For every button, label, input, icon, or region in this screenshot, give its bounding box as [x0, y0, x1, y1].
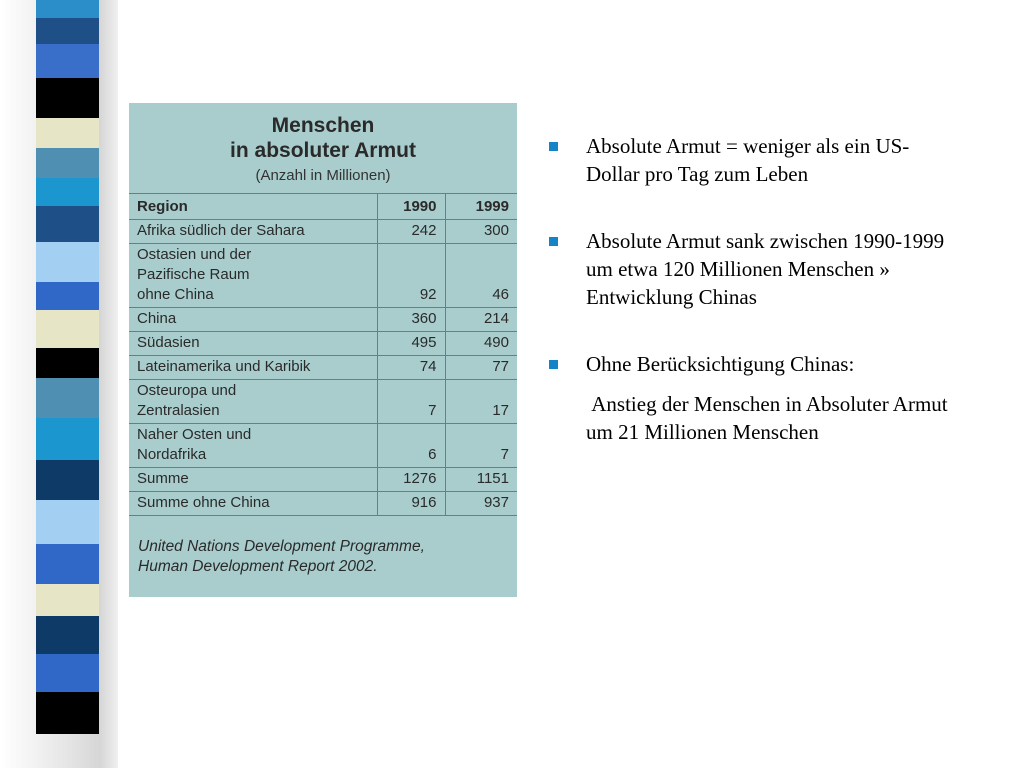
value-1999-cell: 214: [445, 308, 517, 332]
table-row: [129, 468, 517, 492]
bullet-text: Ohne Berücksichtigung Chinas:: [586, 352, 855, 376]
stripe-segment: [36, 692, 99, 734]
region-cell: China: [129, 308, 377, 332]
stripe-segment: [36, 242, 99, 282]
region-cell: Summe: [129, 468, 377, 492]
color-stripe-column: [36, 0, 99, 768]
stripe-segment: [36, 418, 99, 460]
table-row: [129, 332, 517, 356]
panel-title: [129, 113, 517, 163]
bullet-item-2: [548, 227, 958, 311]
table-row: [129, 244, 517, 308]
stripe-segment: [36, 584, 99, 616]
stripe-segment: [36, 654, 99, 692]
stripe-segment: [36, 44, 99, 78]
square-bullet-icon: [549, 142, 558, 151]
bullet-text: Absolute Armut = weniger als ein US-Dollar pro Tag zum Leben: [586, 134, 910, 186]
source-line-1: United Nations Development Programme,: [138, 538, 425, 555]
region-cell: Naher Osten und Nordafrika: [129, 424, 377, 468]
region-cell: Afrika südlich der Sahara: [129, 220, 377, 244]
square-bullet-icon: [549, 360, 558, 369]
value-1999-cell: 77: [445, 356, 517, 380]
panel-source-note: [138, 537, 513, 577]
region-cell: Südasien: [129, 332, 377, 356]
table-row: [129, 220, 517, 244]
bullet-subtext: Anstieg der Menschen in Absoluter Armut um 21 Millionen Menschen: [586, 392, 953, 444]
table-row: [129, 380, 517, 424]
value-1990-cell: 360: [377, 308, 445, 332]
bullet-text: Absolute Armut sank zwischen 1990-1999 um etwa 120 Millionen Menschen » Entwicklung Chinas: [586, 229, 945, 309]
value-1999-cell: 490: [445, 332, 517, 356]
stripe-segment: [36, 118, 99, 148]
table-row: [129, 356, 517, 380]
source-line-2: Human Development Report 2002.: [138, 558, 378, 575]
panel-title-line-1: Menschen: [271, 114, 375, 137]
value-1990-cell: 6: [377, 424, 445, 468]
decorative-stripe-band: [0, 0, 118, 768]
value-1990-cell: 74: [377, 356, 445, 380]
value-1990-cell: 92: [377, 244, 445, 308]
stripe-segment: [36, 310, 99, 348]
stripe-segment: [36, 148, 99, 178]
bullet-item-1: [548, 132, 958, 188]
value-1999-cell: 1151: [445, 468, 517, 492]
value-1990-cell: 242: [377, 220, 445, 244]
region-cell: Summe ohne China: [129, 492, 377, 516]
stripe-segment: [36, 348, 99, 378]
region-cell: Ostasien und der Pazifische Raum ohne China: [129, 244, 377, 308]
table-row: [129, 424, 517, 468]
value-1990-cell: 916: [377, 492, 445, 516]
stripe-segment: [36, 0, 99, 18]
table-row: [129, 492, 517, 516]
column-header-1999: 1999: [445, 194, 517, 220]
table-header-row: [129, 194, 517, 220]
value-1990-cell: 1276: [377, 468, 445, 492]
column-header-1990: 1990: [377, 194, 445, 220]
value-1999-cell: 300: [445, 220, 517, 244]
stripe-segment: [36, 616, 99, 654]
stripe-segment: [36, 206, 99, 242]
stripe-segment: [36, 544, 99, 584]
value-1990-cell: 7: [377, 380, 445, 424]
bullet-item-3: [548, 350, 958, 446]
value-1999-cell: 7: [445, 424, 517, 468]
column-header-region: Region: [129, 194, 377, 220]
stripe-segment: [36, 282, 99, 310]
bullet-list: [548, 132, 958, 446]
value-1999-cell: 46: [445, 244, 517, 308]
stripe-segment: [36, 78, 99, 118]
square-bullet-icon: [549, 237, 558, 246]
panel-title-line-2: in absoluter Armut: [230, 139, 416, 162]
region-cell: Lateinamerika und Karibik: [129, 356, 377, 380]
stripe-segment: [36, 178, 99, 206]
stripe-segment: [36, 378, 99, 418]
stripe-segment: [36, 460, 99, 500]
table-row: [129, 308, 517, 332]
poverty-table-image: [129, 103, 517, 597]
value-1999-cell: 17: [445, 380, 517, 424]
stripe-segment: [36, 500, 99, 544]
value-1990-cell: 495: [377, 332, 445, 356]
region-cell: Osteuropa und Zentralasien: [129, 380, 377, 424]
stripe-segment: [36, 18, 99, 44]
panel-subtitle: (Anzahl in Millionen): [255, 167, 391, 184]
value-1999-cell: 937: [445, 492, 517, 516]
poverty-table: [129, 193, 517, 516]
